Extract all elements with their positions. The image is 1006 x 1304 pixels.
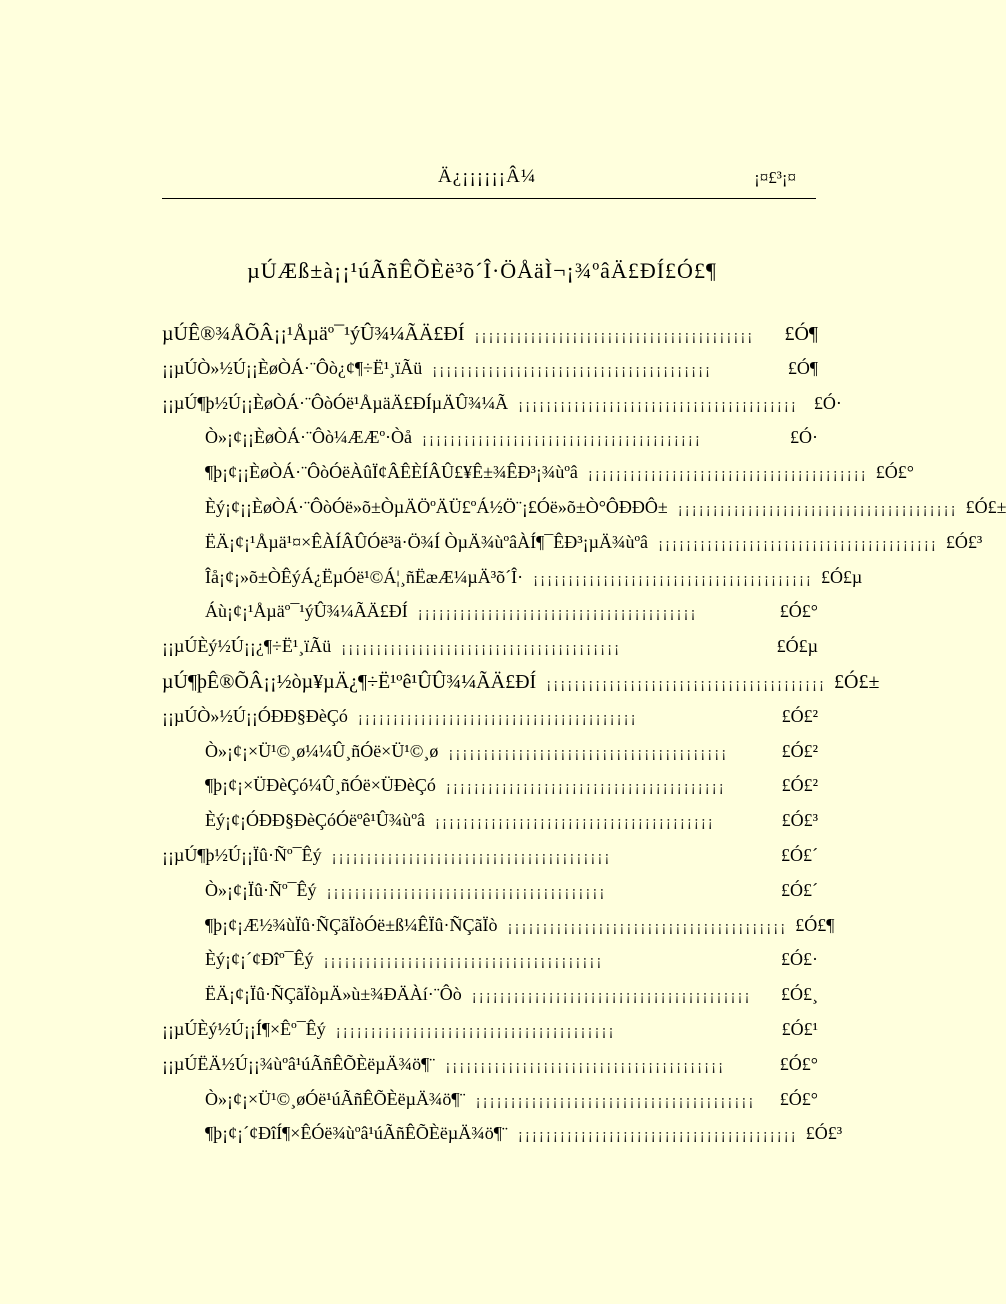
toc-entry-page-number: £Ó£²	[781, 775, 818, 796]
toc-entry[interactable]	[205, 462, 914, 492]
toc-entry-label: ¡¡µÚÒ»½Ú¡¡ÈøÒÁ·¨Ôò¿¢¶÷Ë¹¸ïÃü	[162, 357, 423, 378]
toc-entry[interactable]	[205, 566, 863, 597]
toc-entry[interactable]	[205, 914, 835, 945]
toc-leader-dots: ¡¡¡¡¡¡¡¡¡¡¡¡¡¡¡¡¡¡¡¡¡¡¡¡¡¡¡¡¡¡¡¡¡¡¡¡¡¡¡¡	[517, 1127, 798, 1144]
toc-entry-label: Îå¡¢¡»õ±ÒÊýÁ¿ËµÓë¹©Á¦¸ñËæÆ¼µÄ³õ´Î·	[205, 566, 524, 587]
toc-leader-dots: ¡¡¡¡¡¡¡¡¡¡¡¡¡¡¡¡¡¡¡¡¡¡¡¡¡¡¡¡¡¡¡¡¡¡¡¡¡¡¡¡	[507, 918, 788, 935]
toc-entry-label: Ò»¡¢¡¡ÈøÒÁ·¨Ôò¼ÆÆº·Òå	[205, 427, 413, 448]
toc-leader-dots: ¡¡¡¡¡¡¡¡¡¡¡¡¡¡¡¡¡¡¡¡¡¡¡¡¡¡¡¡¡¡¡¡¡¡¡¡¡¡¡¡	[445, 1057, 726, 1074]
toc-leader-dots: ¡¡¡¡¡¡¡¡¡¡¡¡¡¡¡¡¡¡¡¡¡¡¡¡¡¡¡¡¡¡¡¡¡¡¡¡¡¡¡¡	[546, 676, 827, 692]
toc-entry[interactable]	[205, 427, 818, 457]
toc-entry-page-number: £Ó£µ	[820, 566, 863, 587]
running-header	[162, 164, 816, 199]
toc-entry-label: Èý¡¢¡´¢Ðîº¯Êý	[205, 949, 314, 970]
toc-entry-page-number: £Ó£°	[779, 601, 818, 622]
toc-leader-dots: ¡¡¡¡¡¡¡¡¡¡¡¡¡¡¡¡¡¡¡¡¡¡¡¡¡¡¡¡¡¡¡¡¡¡¡¡¡¡¡¡	[445, 779, 726, 796]
toc-entry-label: ¶þ¡¢¡´¢ÐîÍ¶×ÊÓë¾ùºâ¹úÃñÊÕÈëµÄ¾ö¶¨	[205, 1123, 508, 1144]
header-title: Ä¿¡¡¡¡¡¡Â¼	[438, 166, 537, 187]
toc-entry-page-number: £Ó£³	[805, 1123, 843, 1144]
toc-entry-label: ËÄ¡¢¡Ïû·ÑÇãÏòµÄ»ù±¾ÐÄÀí·¨Ôò	[205, 984, 462, 1005]
toc-entry-page-number: £Ó¶	[787, 357, 818, 378]
toc-entry-label: µÚ¶þÊ®ÕÂ¡¡½òµ¥µÄ¿¶÷Ë¹ºê¹ÛÛ¾¼ÃÄ£ÐÍ	[162, 671, 537, 693]
toc-entry-page-number: £Ó·	[790, 427, 818, 448]
toc-entry-page-number: £Ó£³	[781, 810, 818, 831]
toc-leader-dots: ¡¡¡¡¡¡¡¡¡¡¡¡¡¡¡¡¡¡¡¡¡¡¡¡¡¡¡¡¡¡¡¡¡¡¡¡¡¡¡¡	[533, 570, 813, 587]
toc-entry-page-number: £Ó£·	[781, 949, 818, 970]
toc-leader-dots: ¡¡¡¡¡¡¡¡¡¡¡¡¡¡¡¡¡¡¡¡¡¡¡¡¡¡¡¡¡¡¡¡¡¡¡¡¡¡¡¡	[518, 396, 798, 413]
toc-entry-page-number: £Ó£´	[781, 845, 818, 865]
toc-leader-dots: ¡¡¡¡¡¡¡¡¡¡¡¡¡¡¡¡¡¡¡¡¡¡¡¡¡¡¡¡¡¡¡¡¡¡¡¡¡¡¡¡	[417, 605, 698, 622]
toc-leader-dots: ¡¡¡¡¡¡¡¡¡¡¡¡¡¡¡¡¡¡¡¡¡¡¡¡¡¡¡¡¡¡¡¡¡¡¡¡¡¡¡¡	[422, 431, 702, 448]
toc-entry[interactable]	[162, 636, 818, 666]
toc-entry-page-number: £Ó¶	[784, 323, 818, 345]
toc-entry-label: ¡¡µÚ¶þ½Ú¡¡ÈøÒÁ·¨ÔòÓë¹ÅµäÄ£ÐÍµÄÛ¾¼Ã	[162, 392, 509, 413]
toc-entry[interactable]	[162, 358, 818, 388]
toc-entry[interactable]	[205, 984, 818, 1014]
toc-entry-label: ¶þ¡¢¡×ÜÐèÇó¼Û¸ñÓë×ÜÐèÇó	[205, 775, 436, 796]
toc-leader-dots: ¡¡¡¡¡¡¡¡¡¡¡¡¡¡¡¡¡¡¡¡¡¡¡¡¡¡¡¡¡¡¡¡¡¡¡¡¡¡¡¡	[435, 814, 715, 831]
toc-entry[interactable]	[205, 531, 983, 562]
toc-entry-label: Èý¡¢¡ÓÐÐ§ÐèÇóÓëºê¹Û¾ùºâ	[205, 810, 425, 831]
toc-leader-dots: ¡¡¡¡¡¡¡¡¡¡¡¡¡¡¡¡¡¡¡¡¡¡¡¡¡¡¡¡¡¡¡¡¡¡¡¡¡¡¡¡	[432, 361, 713, 378]
toc-entry[interactable]	[205, 775, 818, 805]
toc-entry-page-number: £Ó£µ	[776, 636, 818, 657]
toc-entry[interactable]	[162, 323, 818, 353]
toc-entry-label: Ò»¡¢¡×Ü¹©¸ø¼¼Û¸ñÓë×Ü¹©¸ø	[205, 740, 439, 761]
toc-entry[interactable]	[205, 741, 818, 771]
toc-entry-page-number: £Ó£±	[965, 497, 1006, 517]
toc-leader-dots: ¡¡¡¡¡¡¡¡¡¡¡¡¡¡¡¡¡¡¡¡¡¡¡¡¡¡¡¡¡¡¡¡¡¡¡¡¡¡¡¡	[448, 744, 729, 761]
toc-entry-label: ËÄ¡¢¡¹Åµä¹¤×ÊÀÍÂÛÓë³ä·Ö¾Í ÒµÄ¾ùºâÀÍ¶¯ÊÐ³¡µÄ¾ùºâ	[205, 531, 649, 552]
toc-entry[interactable]	[205, 880, 818, 910]
toc-entry[interactable]	[162, 706, 818, 736]
toc-entry-label: ¶þ¡¢¡Æ½¾ùÏû·ÑÇãÏòÓë±ß¼ÊÏû·ÑÇãÏò	[205, 914, 498, 935]
toc-leader-dots: ¡¡¡¡¡¡¡¡¡¡¡¡¡¡¡¡¡¡¡¡¡¡¡¡¡¡¡¡¡¡¡¡¡¡¡¡¡¡¡¡	[474, 328, 755, 344]
toc-entry[interactable]	[205, 949, 818, 979]
toc-entry-page-number: £Ó£´	[781, 879, 818, 900]
toc-leader-dots: ¡¡¡¡¡¡¡¡¡¡¡¡¡¡¡¡¡¡¡¡¡¡¡¡¡¡¡¡¡¡¡¡¡¡¡¡¡¡¡¡	[335, 1023, 616, 1039]
toc-leader-dots: ¡¡¡¡¡¡¡¡¡¡¡¡¡¡¡¡¡¡¡¡¡¡¡¡¡¡¡¡¡¡¡¡¡¡¡¡¡¡¡¡	[475, 1092, 756, 1109]
toc-entry[interactable]	[162, 392, 842, 423]
part-title: µÚÆß±à¡¡¹úÃñÊÕÈë³õ´Î·ÖÅäÌ¬¡¾ºâÄ£ÐÍ£Ó£¶	[247, 258, 717, 283]
toc-entry-label: ¡¡µÚÈý½Ú¡¡Í¶×Êº¯Êý	[162, 1019, 326, 1039]
toc-entry-page-number: £Ó£°	[779, 1088, 818, 1109]
toc-leader-dots: ¡¡¡¡¡¡¡¡¡¡¡¡¡¡¡¡¡¡¡¡¡¡¡¡¡¡¡¡¡¡¡¡¡¡¡¡¡¡¡¡	[658, 535, 938, 552]
toc-entry-page-number: £Ó£°	[875, 462, 914, 483]
header-page-number: ¡¤£³¡¤	[754, 168, 796, 187]
toc-leader-dots: ¡¡¡¡¡¡¡¡¡¡¡¡¡¡¡¡¡¡¡¡¡¡¡¡¡¡¡¡¡¡¡¡¡¡¡¡¡¡¡¡	[323, 953, 604, 970]
toc-entry-page-number: £Ó£²	[781, 740, 818, 761]
toc-entry[interactable]	[205, 497, 1006, 527]
toc-leader-dots: ¡¡¡¡¡¡¡¡¡¡¡¡¡¡¡¡¡¡¡¡¡¡¡¡¡¡¡¡¡¡¡¡¡¡¡¡¡¡¡¡	[471, 988, 752, 1005]
toc-leader-dots: ¡¡¡¡¡¡¡¡¡¡¡¡¡¡¡¡¡¡¡¡¡¡¡¡¡¡¡¡¡¡¡¡¡¡¡¡¡¡¡¡	[677, 501, 958, 517]
toc-leader-dots: ¡¡¡¡¡¡¡¡¡¡¡¡¡¡¡¡¡¡¡¡¡¡¡¡¡¡¡¡¡¡¡¡¡¡¡¡¡¡¡¡	[357, 709, 638, 726]
toc-entry[interactable]	[205, 601, 818, 631]
toc-entry[interactable]	[205, 1123, 843, 1153]
toc-leader-dots: ¡¡¡¡¡¡¡¡¡¡¡¡¡¡¡¡¡¡¡¡¡¡¡¡¡¡¡¡¡¡¡¡¡¡¡¡¡¡¡¡	[326, 883, 607, 900]
toc-entry[interactable]	[162, 671, 880, 701]
toc-entry-label: ¡¡µÚÈý½Ú¡¡¿¶÷Ë¹¸ïÃü	[162, 636, 332, 657]
toc-entry-page-number: £Ó£³	[945, 531, 983, 552]
toc-entry-page-number: £Ó£¸	[781, 984, 818, 1005]
toc-entry-label: ¡¡µÚËÄ½Ú¡¡¾ùºâ¹úÃñÊÕÈëµÄ¾ö¶¨	[162, 1053, 436, 1074]
toc-entry-label: µÚÊ®¾ÅÕÂ¡¡¹Åµäº¯¹ýÛ¾¼ÃÄ£ÐÍ	[162, 323, 465, 345]
toc-entry[interactable]	[162, 845, 818, 875]
toc-entry-label: ¡¡µÚ¶þ½Ú¡¡Ïû·Ñº¯Êý	[162, 845, 322, 865]
toc-entry[interactable]	[205, 810, 818, 840]
toc-entry-page-number: £Ó£¹	[781, 1019, 818, 1039]
toc-leader-dots: ¡¡¡¡¡¡¡¡¡¡¡¡¡¡¡¡¡¡¡¡¡¡¡¡¡¡¡¡¡¡¡¡¡¡¡¡¡¡¡¡	[341, 640, 622, 657]
toc-entry-page-number: £Ó£°	[779, 1053, 818, 1074]
toc-entry-label: Ò»¡¢¡Ïû·Ñº¯Êý	[205, 879, 317, 900]
toc-entry-label: Áù¡¢¡¹Åµäº¯¹ýÛ¾¼ÃÄ£ÐÍ	[205, 601, 408, 622]
toc-entry-label: Èý¡¢¡¡ÈøÒÁ·¨ÔòÓë»õ±ÒµÄÖºÄÜ£ºÁ½Ö¨¡£Óë»õ±Ò°ÔÐÐÔ±	[205, 497, 668, 517]
toc-leader-dots: ¡¡¡¡¡¡¡¡¡¡¡¡¡¡¡¡¡¡¡¡¡¡¡¡¡¡¡¡¡¡¡¡¡¡¡¡¡¡¡¡	[331, 849, 612, 865]
toc-leader-dots: ¡¡¡¡¡¡¡¡¡¡¡¡¡¡¡¡¡¡¡¡¡¡¡¡¡¡¡¡¡¡¡¡¡¡¡¡¡¡¡¡	[587, 466, 868, 483]
toc-entry-page-number: £Ó£²	[781, 705, 818, 726]
toc-entry-page-number: £Ó£±	[834, 671, 880, 693]
toc-entry-label: Ò»¡¢¡×Ü¹©¸øÓë¹úÃñÊÕÈëµÄ¾ö¶¨	[205, 1088, 466, 1109]
toc-entry[interactable]	[205, 1089, 818, 1119]
toc-entry-page-number: £Ó·	[813, 392, 842, 413]
toc-entry[interactable]	[162, 1019, 818, 1049]
toc-entry[interactable]	[162, 1054, 818, 1084]
toc-entry-label: ¡¡µÚÒ»½Ú¡¡ÓÐÐ§ÐèÇó	[162, 705, 348, 726]
toc-entry-page-number: £Ó£¶	[795, 914, 835, 935]
toc-entry-label: ¶þ¡¢¡¡ÈøÒÁ·¨ÔòÓëÀûÏ¢ÂÊÈÍÂÛ£¥Ê±¾ÊÐ³¡¾ùºâ	[205, 462, 578, 483]
